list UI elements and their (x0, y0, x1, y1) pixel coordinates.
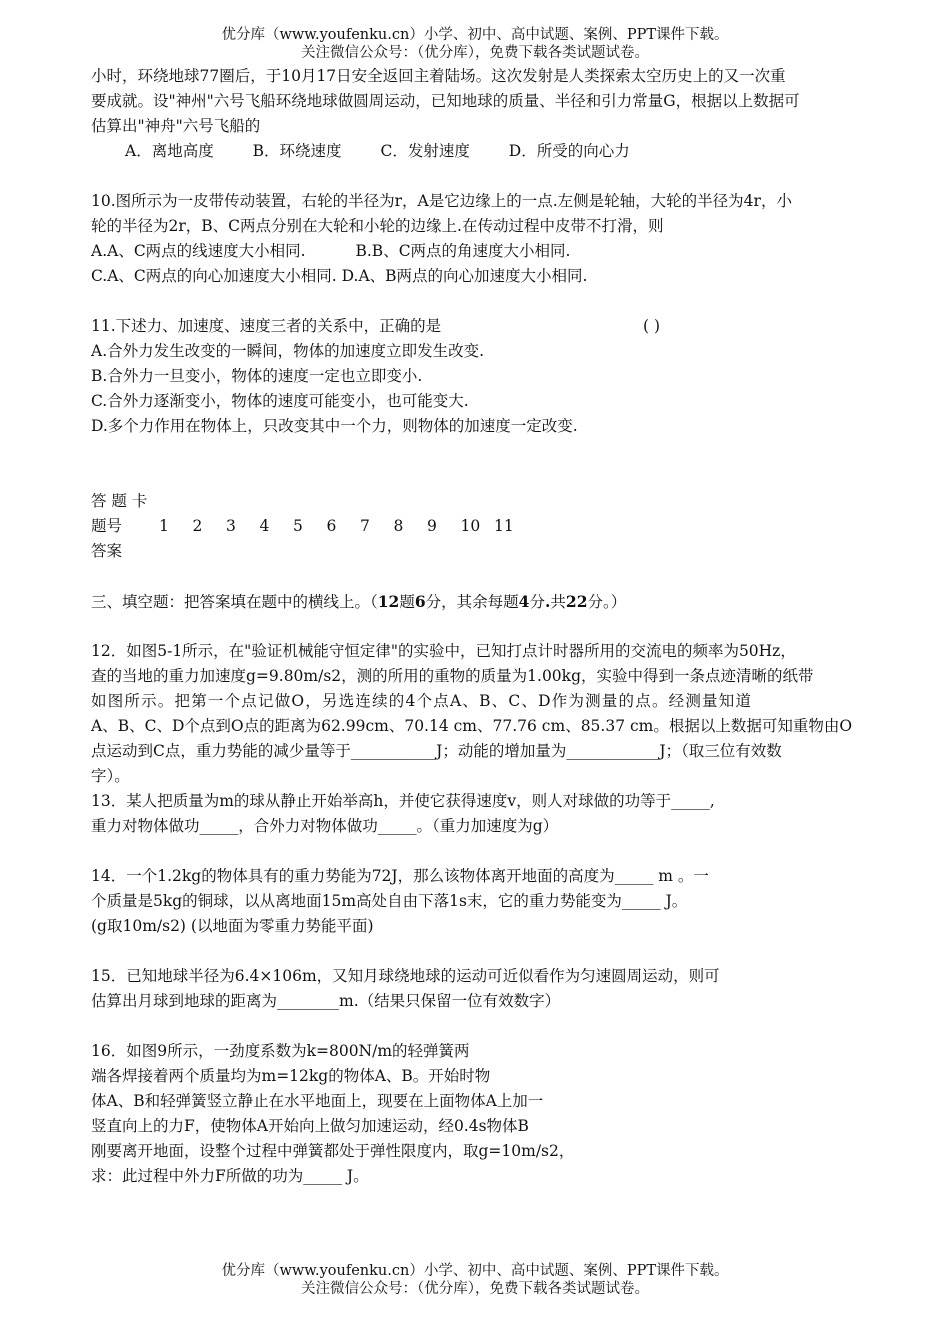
answer-card-number: 7 (360, 517, 370, 535)
question-14 (91, 864, 861, 939)
q11-option-b: B.合外力一旦变小，物体的速度一定也立即变小. (91, 367, 423, 385)
q16-line-2: 端各焊接着两个质量均为m=12kg的物体A、B。开始时物 (91, 1067, 491, 1085)
section-3-text: 共 (550, 593, 566, 611)
answer-card-number: 6 (326, 517, 337, 535)
q9-options (91, 139, 861, 164)
answer-card-number: 1 (159, 517, 169, 535)
q12-line-2: 查的当地的重力加速度g=9.80m/s2，测的所用的重物的质量为1.00kg，实验中得到一条点迹清晰的纸带 (91, 667, 814, 685)
header-line-1: 优分库（www.youfenku.cn）小学、初中、高中试题、案例、PPT课件下载。 (221, 27, 729, 43)
q11-option-a: A.合外力发生改变的一瞬间，物体的加速度立即发生改变. (91, 342, 485, 360)
answer-card-number: 5 (293, 517, 303, 535)
q9-line-3: 估算出"神舟"六号飞船的 (91, 117, 261, 135)
answer-card-row-label: 题号 (91, 517, 123, 535)
question-10 (91, 189, 861, 289)
q16-line-1: 16．如图9所示，一劲度系数为k=800N/m的轻弹簧两 (91, 1042, 470, 1060)
q13-line-1: 13．某人把质量为m的球从静止开始举高h，并使它获得速度v，则人对球做的功等于_____, (91, 792, 715, 810)
q11-stem: 11.下述力、加速度、速度三者的关系中，正确的是 (91, 317, 442, 335)
question-15 (91, 964, 861, 1014)
page-footer (0, 1262, 950, 1298)
q12-line-6: 字）。 (91, 767, 130, 785)
q11-answer-paren: ( ) (643, 317, 661, 335)
answer-card-answer-label: 答案 (91, 542, 123, 560)
section-3-bold: 22 (565, 592, 588, 611)
section-3-text: 分 (529, 593, 545, 611)
q10-line-1: 10.图所示为一皮带传动装置，右轮的半径为r，A是它边缘上的一点.左侧是轮轴，大轮的半径为4r，小 (91, 192, 792, 210)
q12-line-5: 点运动到C点，重力势能的减少量等于___________J；动能的增加量为____________J；（取三位有效数 (91, 742, 782, 760)
q10-option-a: A.A、C两点的线速度大小相同. (91, 242, 306, 260)
q9-option-a: A．离地高度 (125, 142, 214, 160)
section-3-prefix: 三、填空题：把答案填在题中的横线上。（ (91, 593, 378, 611)
q13-line-2: 重力对物体做功_____，合外力对物体做功_____。（重力加速度为g） (91, 817, 559, 835)
q9-option-b: B．环绕速度 (252, 142, 342, 160)
answer-card-number: 3 (226, 517, 236, 535)
answer-card (91, 489, 861, 564)
q10-line-2: 轮的半径为2r，B、C两点分别在大轮和小轮的边缘上.在传动过程中皮带不打滑，则 (91, 217, 664, 235)
answer-card-number: 10 (460, 517, 481, 535)
q9-line-2: 要成就。设"神州"六号飞船环绕地球做圆周运动，已知地球的质量、半径和引力常量G，根据以上数据可 (91, 92, 800, 110)
q9-option-c: C．发射速度 (380, 142, 470, 160)
footer-line-2: 关注微信公众号：（优分库），免费下载各类试题试卷。 (301, 1281, 649, 1297)
footer-line-1: 优分库（www.youfenku.cn）小学、初中、高中试题、案例、PPT课件下载。 (221, 1263, 729, 1279)
page-header (0, 26, 950, 62)
question-12 (91, 639, 861, 789)
q14-line-2: 个质量是5kg的铜球，以从离地面15m高处自由下落1s末，它的重力势能变为_____ J。 (91, 892, 688, 910)
q14-line-1: 14．一个1.2kg的物体具有的重力势能为72J，那么该物体离开地面的高度为_____ m 。一 (91, 867, 709, 885)
answer-card-number: 4 (259, 517, 270, 535)
q10-options-cd: C.A、C两点的向心加速度大小相同. D.A、B两点的向心加速度大小相同. (91, 267, 588, 285)
section-3-suffix: 分。） (587, 593, 627, 611)
question-11 (91, 314, 861, 439)
section-3-text: 分，其余每题 (425, 593, 519, 611)
section-3-bold: . (544, 592, 551, 611)
question-9 (91, 64, 861, 164)
question-16 (91, 1039, 861, 1189)
q11-stem-row (91, 314, 861, 339)
section-3-heading (91, 589, 861, 614)
answer-card-title: 答 题 卡 (91, 492, 148, 510)
q16-line-4: 竖直向上的力F，使物体A开始向上做匀加速运动，经0.4s物体B (91, 1117, 529, 1135)
q11-option-d: D.多个力作用在物体上，只改变其中一个力，则物体的加速度一定改变. (91, 417, 578, 435)
q9-option-d: D．所受的向心力 (508, 142, 630, 160)
answer-card-number: 11 (494, 517, 514, 535)
q11-option-c: C.合外力逐渐变小，物体的速度可能变小，也可能变大. (91, 392, 469, 410)
q14-line-3: (g取10m/s2) (以地面为零重力势能平面) (91, 917, 374, 935)
q9-line-1: 小时，环绕地球77圈后，于10月17日安全返回主着陆场。这次发射是人类探索太空历史上的又一次重 (91, 67, 786, 85)
q15-line-2: 估算出月球到地球的距离为________m.（结果只保留一位有效数字） (91, 992, 561, 1010)
answer-card-number-row (91, 514, 861, 539)
answer-card-number: 9 (427, 517, 437, 535)
q16-line-6: 求：此过程中外力F所做的功为_____ J。 (91, 1167, 369, 1185)
q12-line-3: 如图所示。把第一个点记做O，另选连续的4个点A、B、C、D作为测量的点。经测量知道 (91, 692, 753, 710)
q12-line-4: A、B、C、D个点到O点的距离为62.99cm、70.14 cm、77.76 cm、85.37 cm。根据以上数据可知重物由O (91, 717, 853, 735)
q16-line-3: 体A、B和轻弹簧竖立静止在水平地面上，现要在上面物体A上加一 (91, 1092, 544, 1110)
section-3-text: 题 (399, 593, 415, 611)
answer-card-number: 2 (192, 517, 203, 535)
section-3-bold: 4 (518, 592, 530, 611)
q10-options-ab (91, 239, 861, 264)
q16-line-5: 刚要离开地面，设整个过程中弹簧都处于弹性限度内，取g=10m/s2， (91, 1142, 575, 1160)
q12-line-1: 12．如图5-1所示，在"验证机械能守恒定律"的实验中，已知打点计时器所用的交流电的频率为50Hz， (91, 642, 796, 660)
q10-option-b: B.B、C两点的角速度大小相同. (355, 242, 571, 260)
question-13 (91, 789, 861, 839)
header-line-2: 关注微信公众号：（优分库），免费下载各类试题试卷。 (301, 45, 649, 61)
section-3-bold: 6 (414, 592, 426, 611)
section-3-bold: 12 (377, 592, 400, 611)
document-body (91, 64, 861, 1189)
q15-line-1: 15．已知地球半径为6.4×106m，又知月球绕地球的运动可近似看作为匀速圆周运动，则可 (91, 967, 720, 985)
answer-card-number: 8 (393, 517, 404, 535)
